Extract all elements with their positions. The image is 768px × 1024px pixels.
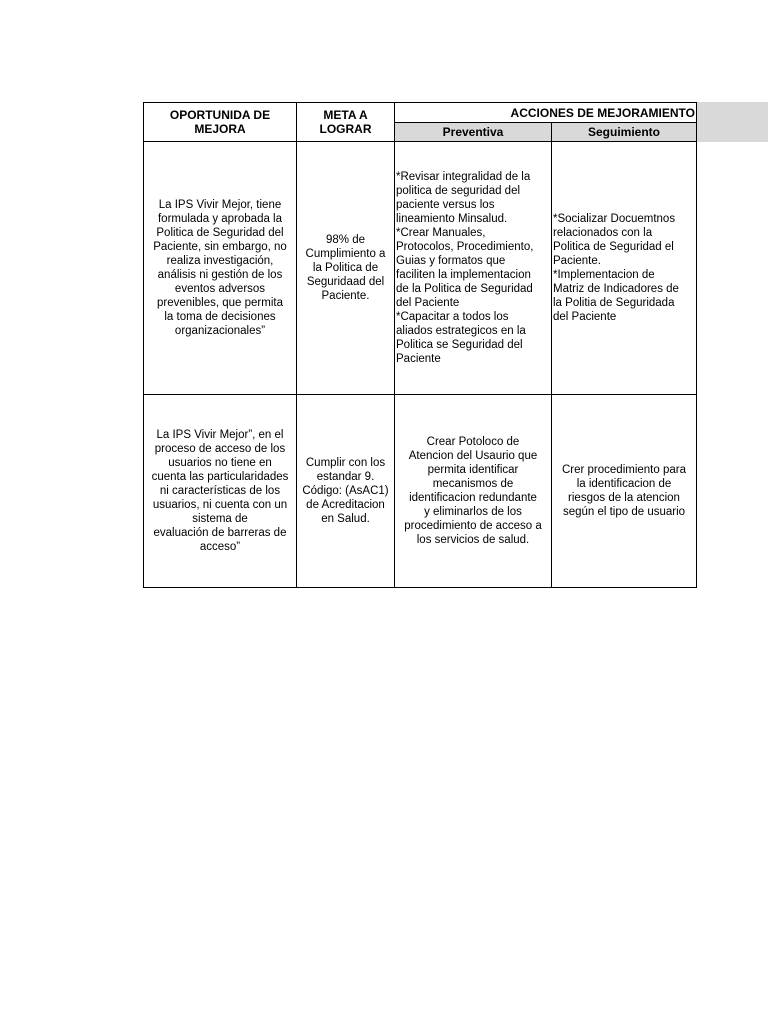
header-preventiva: Preventiva [395, 123, 552, 142]
improvement-plan-table [143, 102, 697, 588]
header-meta: META A LOGRAR [297, 103, 395, 142]
cell-oportunidad: La IPS Vivir Mejor”, en el proceso de acceso de los usuarios no tiene en cuenta las particularidades ni características de los usuarios, ni cuenta con un sistema de evaluación de barreras de acceso” [144, 395, 297, 588]
cell-preventiva: Crear Potoloco de Atencion del Usaurio que permita identificar mecanismos de identificacion redundante y eliminarlos de los procedimiento de acceso a los servicios de salud. [395, 395, 552, 588]
table-row [144, 395, 697, 588]
header-row-1 [144, 103, 697, 123]
cell-oportunidad: La IPS Vivir Mejor, tiene formulada y aprobada la Politica de Seguridad del Paciente, sin embargo, no realiza investigación, análisis ni gestión de los eventos adversos prevenibles, que permita la toma de decisiones organizacionales” [144, 142, 297, 395]
header-shading-band [696, 102, 768, 142]
cell-meta: 98% de Cumplimiento a la Politica de Seguridaad del Paciente. [297, 142, 395, 395]
header-seguimiento: Seguimiento [552, 123, 697, 142]
table-row [144, 142, 697, 395]
cell-meta: Cumplir con los estandar 9. Código: (AsAC1) de Acreditacion en Salud. [297, 395, 395, 588]
cell-preventiva: *Revisar integralidad de la politica de seguridad del paciente versus los lineamiento Minsalud. *Crear Manuales, Protocolos, Procedimiento, Guias y formatos que faciliten la implementacion de la Politica de Seguridad del Paciente *Capacitar a todos los aliados estrategicos en la Politica se Seguridad del Paciente [395, 142, 552, 395]
header-acciones: ACCIONES DE MEJORAMIENTO [395, 103, 697, 123]
cell-seguimiento: Crer procedimiento para la identificacion de riesgos de la atencion según el tipo de usuario [552, 395, 697, 588]
header-oportunidad: OPORTUNIDA DE MEJORA [144, 103, 297, 142]
cell-seguimiento: *Socializar Docuemtnos relacionados con la Politica de Seguridad el Paciente. *Implementacion de Matriz de Indicadores de la Politia de Seguridada del Paciente [552, 142, 697, 395]
